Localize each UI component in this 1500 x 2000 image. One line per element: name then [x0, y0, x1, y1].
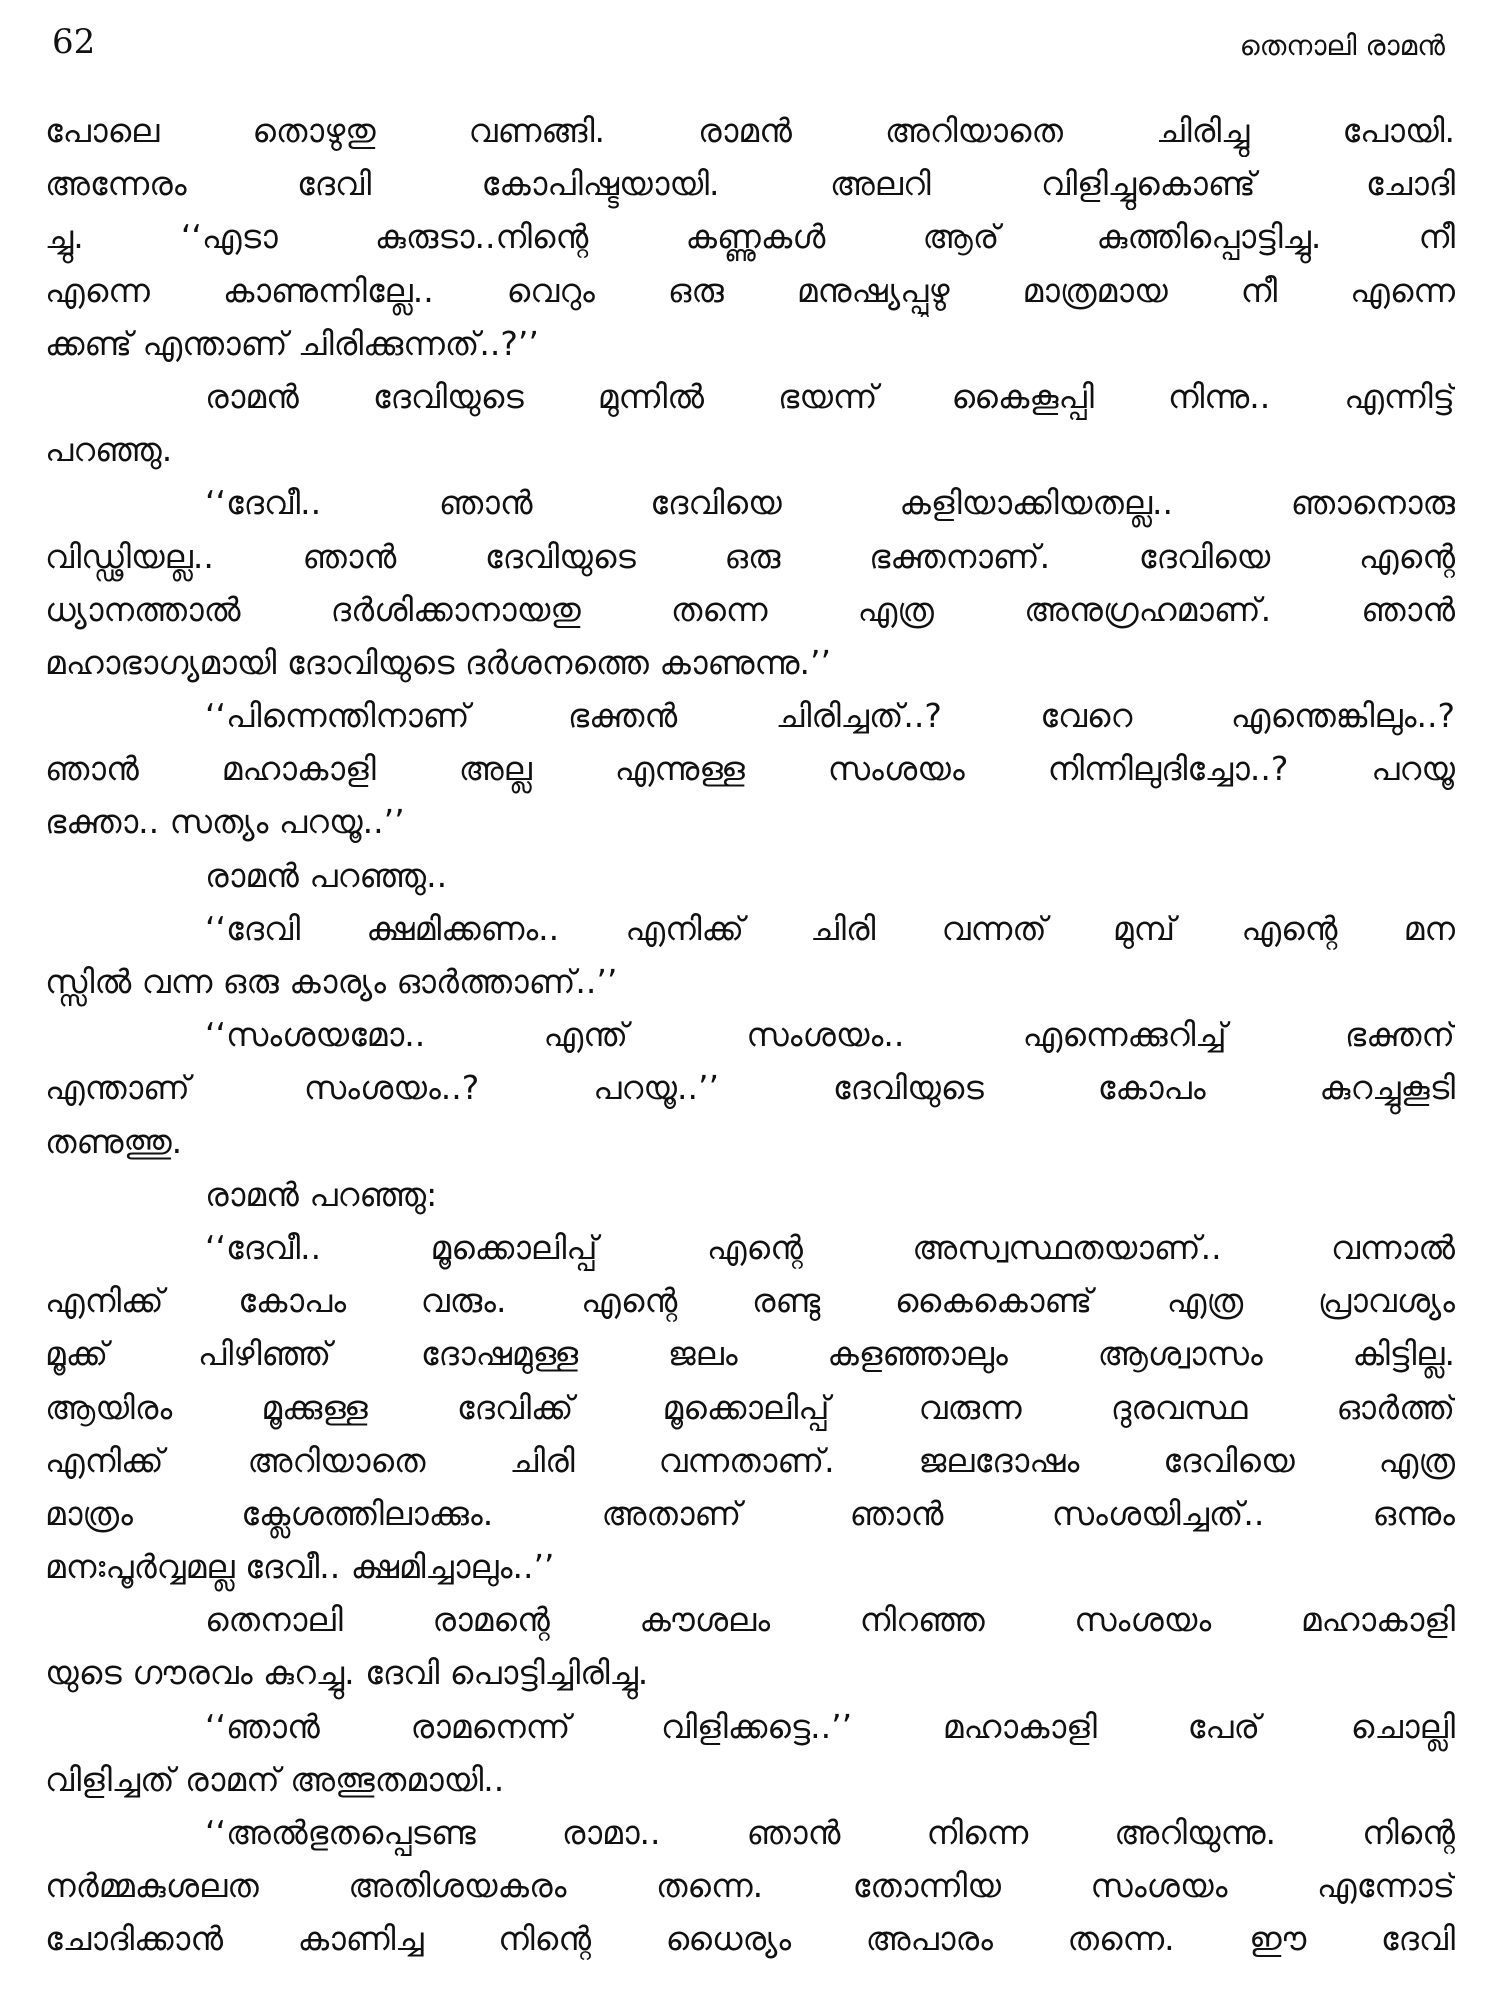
text-line: രാമൻ ദേവിയുടെ മുന്നിൽ ഭയന്ന് കൈകൂപ്പി നിന്നു.. എന്നിട്ട് — [205, 376, 1455, 416]
text-line: ഭക്താ.. സത്യം പറയൂ..’’ — [45, 802, 405, 842]
text-line: പറഞ്ഞു. — [45, 430, 173, 470]
text-line: ‘‘സംശയമോ.. എന്ത് സംശയം.. എന്നെക്കുറിച്ച് ഭക്തന് — [205, 1015, 1455, 1055]
text-line: പോലെ തൊഴുതു വണങ്ങി. രാമൻ അറിയാതെ ചിരിച്ചു പോയി. — [45, 111, 1455, 150]
body-text — [45, 104, 1455, 1966]
text-line: മൂക്ക് പിഴിഞ്ഞ് ദോഷമുള്ള ജലം കളഞ്ഞാലും ആശ്വാസം കിട്ടില്ല. — [45, 1334, 1455, 1374]
text-line: ‘‘ദേവീ.. മൂക്കൊലിപ്പ് എന്റെ അസ്വസ്ഥതയാണ്.. വന്നാൽ — [205, 1227, 1455, 1267]
text-line: തെനാലി രാമന്റെ കൗശലം നിറഞ്ഞ സംശയം മഹാകാളി — [205, 1600, 1455, 1640]
text-line: ചോദിക്കാൻ കാണിച്ച നിന്റെ ധൈര്യം അപാരം തന്നെ. ഈ ദേവി — [45, 1919, 1455, 1959]
text-line: സ്സിൽ വന്ന ഒരു കാര്യം ഓർത്താണ്..’’ — [45, 962, 618, 1001]
text-line: വിഡ്ഢിയല്ല.. ഞാൻ ദേവിയുടെ ഒരു ഭക്തനാണ്. ദേവിയെ എന്റെ — [45, 536, 1455, 576]
text-line: ക്കണ്ട് എന്താണ് ചിരിക്കുന്നത്..?’’ — [45, 323, 539, 363]
running-title: തെനാലി രാമൻ — [1239, 29, 1445, 62]
text-line: തണുത്തു. — [45, 1121, 183, 1161]
text-line: എനിക്ക് കോപം വരും. എന്റെ രണ്ടു കൈകൊണ്ട് എത്ര പ്രാവശ്യം — [45, 1281, 1455, 1321]
text-line: ‘‘പിന്നെന്തിനാണ് ഭക്തൻ ചിരിച്ചത്..? വേറെ എന്തെങ്കിലും..? — [205, 696, 1455, 736]
text-line: ‘‘ദേവീ.. ഞാൻ ദേവിയെ കളിയാക്കിയതല്ല.. ഞാനൊരു — [205, 483, 1455, 523]
text-line: അന്നേരം ദേവി കോപിഷ്ടയായി. അലറി വിളിച്ചുകൊണ്ട് ചോദി — [45, 164, 1455, 204]
text-line: ‘‘ഞാൻ രാമനെന്ന് വിളിക്കട്ടെ..’’ മഹാകാളി പേര് ചൊല്ലി — [205, 1706, 1455, 1746]
text-line: എനിക്ക് അറിയാതെ ചിരി വന്നതാണ്. ജലദോഷം ദേവിയെ എത്ര — [45, 1440, 1455, 1480]
text-line: ആയിരം മൂക്കുള്ള ദേവിക്ക് മൂക്കൊലിപ്പ് വരുന്ന ദുരവസ്ഥ ഓർത്ത് — [45, 1387, 1455, 1427]
text-line: എന്താണ് സംശയം..? പറയൂ..’’ ദേവിയുടെ കോപം കുറച്ചുകൂടി — [45, 1068, 1455, 1108]
text-line: രാമൻ പറഞ്ഞു.. — [205, 855, 448, 895]
page-number: 62 — [52, 22, 96, 62]
text-line: എന്നെ കാണുന്നില്ലേ.. വെറും ഒരു മനുഷ്യപ്പുഴു മാത്രമായ നീ എന്നെ — [45, 270, 1455, 310]
text-line: ച്ചു. ‘‘എടാ കുരുടാ..നിന്റെ കണ്ണുകൾ ആര് കുത്തിപ്പൊട്ടിച്ചു. നീ — [45, 217, 1455, 257]
text-line: മഹാഭാഗ്യമായി ദോവിയുടെ ദർശനത്തെ കാണുന്നു.’’ — [45, 642, 831, 682]
text-line: ധ്യാനത്താൽ ദർശിക്കാനായതു തന്നെ എത്ര അനുഗ്രഹമാണ്. ഞാൻ — [45, 589, 1455, 629]
text-line: യുടെ ഗൗരവം കുറച്ചു. ദേവി പൊട്ടിച്ചിരിച്ചു. — [45, 1653, 649, 1693]
text-line: മനഃപൂർവ്വമല്ല ദേവീ.. ക്ഷമിച്ചാലും..’’ — [45, 1547, 555, 1587]
text-line: ‘‘അൽഭുതപ്പെടണ്ട രാമാ.. ഞാൻ നിന്നെ അറിയുന്നു. നിന്റെ — [205, 1813, 1455, 1852]
text-line: ഞാൻ മഹാകാളി അല്ല എന്നുള്ള സംശയം നിന്നിലുദിച്ചോ..? പറയൂ — [45, 749, 1455, 789]
text-line: ‘‘ദേവി ക്ഷമിക്കണം.. എനിക്ക് ചിരി വന്നത് മുമ്പ് എന്റെ മന — [205, 908, 1455, 948]
text-line: രാമൻ പറഞ്ഞു: — [205, 1174, 438, 1214]
text-line: നർമ്മകുശലത അതിശയകരം തന്നെ. തോന്നിയ സംശയം എന്നോട് — [45, 1866, 1455, 1906]
text-line: വിളിച്ചത് രാമന് അത്ഭുതമായി.. — [45, 1759, 505, 1799]
text-line: മാത്രം ക്ലേശത്തിലാക്കും. അതാണ് ഞാൻ സംശയിച്ചത്.. ഒന്നും — [45, 1493, 1455, 1533]
